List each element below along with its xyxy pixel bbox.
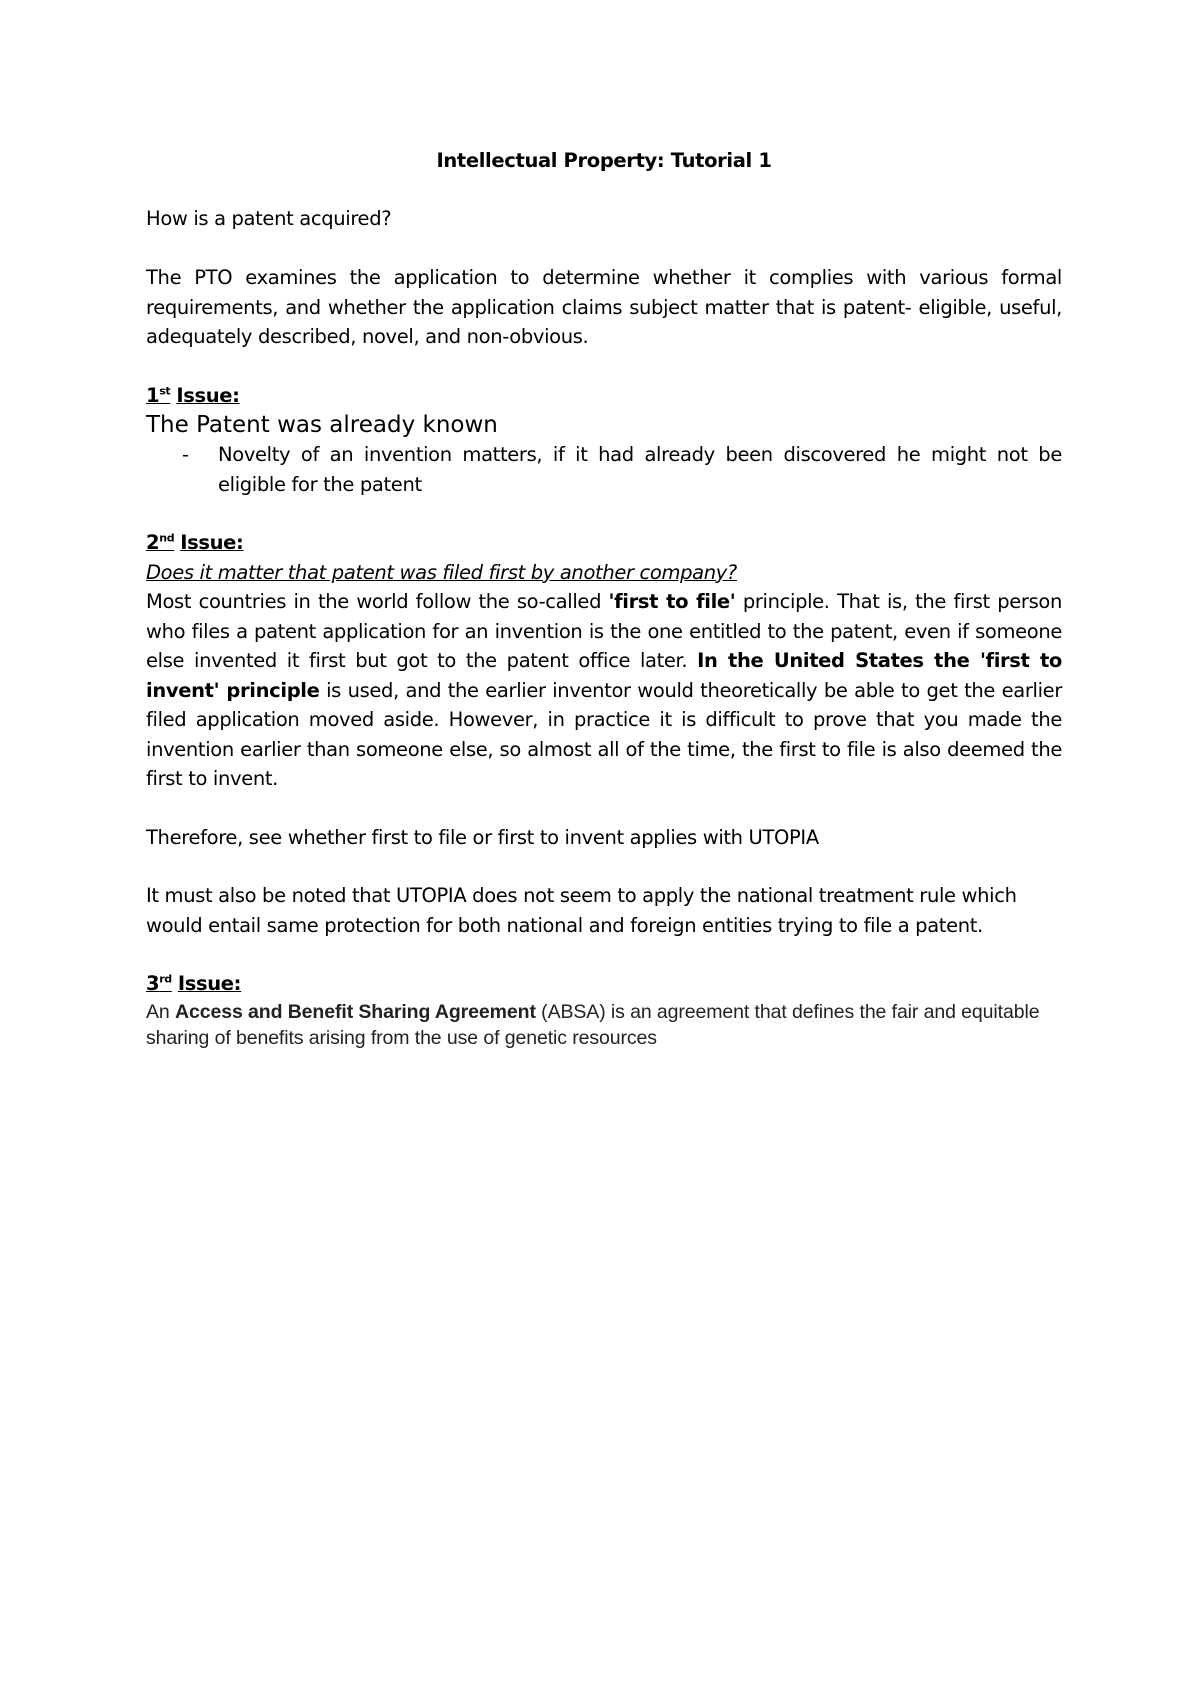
issue-2-paragraph xyxy=(146,587,1062,794)
issue-2-text-3: is used, and the earlier inventor would theoretically be able to get the earlier filed application moved aside. However, in practice it is difficult to prove that you made the invention earlier than someone else, so almost all of the time, the first to file is also deemed the first to invent. xyxy=(146,678,1062,790)
issue-1-bullet-text: Novelty of an invention matters, if it had already been discovered he might not be eligible for the patent xyxy=(218,443,1062,496)
intro-paragraph: The PTO examines the application to determine whether it complies with various formal requirements, and whether the application claims subject matter that is patent- eligible, useful, adequately described, novel, and non-obvious. xyxy=(146,266,1062,348)
issue-3-number: 3 xyxy=(146,972,160,995)
issue-2-question: Does it matter that patent was filed first by another company? xyxy=(146,560,737,584)
issue-1-heading xyxy=(146,381,1062,411)
first-to-file-term: 'first to file' xyxy=(608,590,736,613)
issue-1-title: The Patent was already known xyxy=(146,412,498,438)
issue-1-bullet xyxy=(146,440,1062,499)
issue-1-label: Issue: xyxy=(176,383,240,407)
issue-2-number: 2 xyxy=(146,531,160,554)
bullet-dash: - xyxy=(182,443,189,466)
national-treatment-paragraph: It must also be noted that UTOPIA does not seem to apply the national treatment rule which would entail same protection for both national and foreign entities trying to file a patent. xyxy=(146,884,1017,937)
issue-3-heading xyxy=(146,969,1062,999)
issue-3-suffix: rd xyxy=(159,972,172,986)
issue-2-suffix: nd xyxy=(159,531,175,545)
question-heading: How is a patent acquired? xyxy=(146,206,392,230)
therefore-paragraph: Therefore, see whether first to file or first to invent applies with UTOPIA xyxy=(146,825,819,849)
issue-2-label: Issue: xyxy=(180,531,244,554)
issue-2-text-2: principle. That is, the first person who files a patent application for an invention is the one entitled to the patent, even if someone else invented it first but got to the patent office later. xyxy=(146,590,1062,672)
document-title: Intellectual Property: Tutorial 1 xyxy=(436,149,772,172)
issue-3-text-1: An xyxy=(146,1000,175,1023)
issue-2-text-1: Most countries in the world follow the so-called xyxy=(146,590,609,613)
issue-1-suffix: st xyxy=(159,384,171,397)
issue-1-number: 1 xyxy=(146,383,160,407)
issue-3-label: Issue: xyxy=(177,972,242,995)
issue-3-text-2: (ABSA) is an agreement that defines the fair and equitable sharing of benefits arising from the use of genetic resources xyxy=(146,1000,1040,1049)
issue-3-paragraph xyxy=(146,999,1062,1051)
document-body xyxy=(146,146,1062,1051)
us-first-to-invent-term: In the United States the 'first to invent' principle xyxy=(146,649,1062,702)
absa-term: Access and Benefit Sharing Agreement xyxy=(174,1000,536,1023)
issue-2-heading xyxy=(146,528,1062,558)
